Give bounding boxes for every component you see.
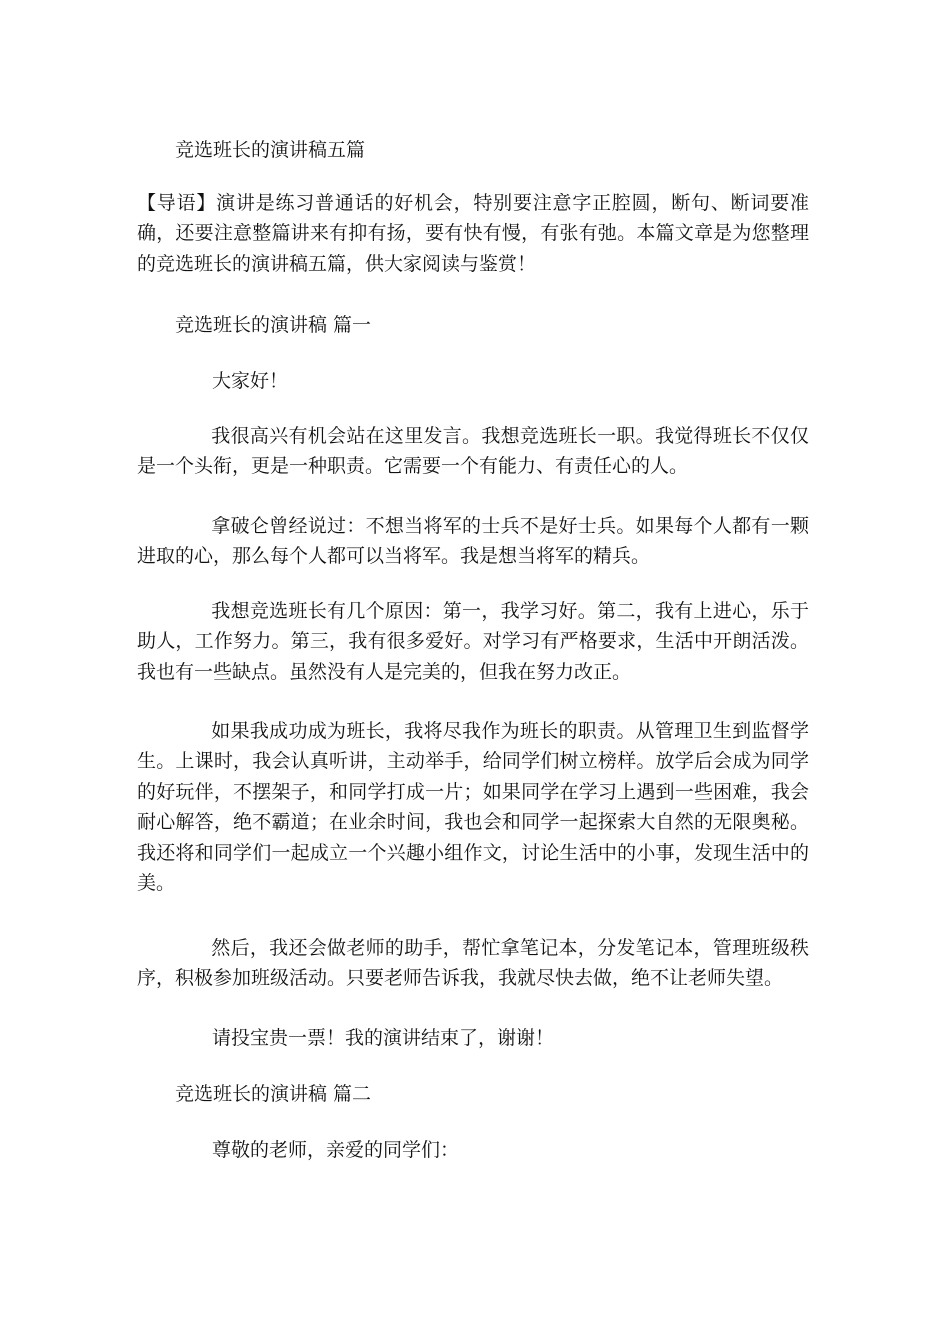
greeting-2: 尊敬的老师，亲爱的同学们： [212,1139,460,1161]
body-paragraph [137,421,809,482]
body-paragraph [137,511,809,572]
paragraph-text: 如果我成功成为班长，我将尽我作为班长的职责。从管理卫生到监督学生。上课时，我会认真听讲，主动举手，给同学们树立榜样。放学后会成为同学的好玩伴，不摆架子，和同学打成一片；如果同学在学习上遇到一些困难，我会耐心解答，绝不霸道；在业余时间，我也会和同学一起探索大自然的无限奥秘。我还将和同学们一起成立一个兴趣小组作文，讨论生活中的小事，发现生活中的美。 [137,720,809,895]
document-title: 竞选班长的演讲稿五篇 [175,139,366,161]
paragraph-text: 我想竞选班长有几个原因：第一，我学习好。第二，我有上进心，乐于助人，工作努力。第三，我有很多爱好。对学习有严格要求，生活中开朗活泼。我也有一些缺点。虽然没有人是完美的，但我在努力改正。 [137,600,809,683]
section-heading-2: 竞选班长的演讲稿 篇二 [175,1083,372,1105]
intro-paragraph: 【导语】演讲是练习普通话的好机会，特别要注意字正腔圆，断句、断词要准确，还要注意整篇讲来有抑有扬，要有快有慢，有张有弛。本篇文章是为您整理的竞选班长的演讲稿五篇，供大家阅读与鉴赏！ [137,192,809,275]
paragraph-text: 拿破仑曾经说过：不想当将军的士兵不是好士兵。如果每个人都有一颗进取的心，那么每个人都可以当将军。我是想当将军的精兵。 [137,515,809,568]
body-paragraph [137,933,809,994]
body-paragraph [137,716,809,898]
paragraph-text: 然后，我还会做老师的助手，帮忙拿笔记本，分发笔记本，管理班级秩序，积极参加班级活动。只要老师告诉我，我就尽快去做，绝不让老师失望。 [137,937,809,990]
paragraph-text: 我很高兴有机会站在这里发言。我想竞选班长一职。我觉得班长不仅仅是一个头衔，更是一种职责。它需要一个有能力、有责任心的人。 [137,425,809,478]
section-heading-1: 竞选班长的演讲稿 篇一 [175,314,372,336]
body-paragraph [137,596,809,687]
greeting-1: 大家好！ [212,370,289,392]
closing-line: 请投宝贵一票！我的演讲结束了，谢谢！ [212,1027,555,1049]
